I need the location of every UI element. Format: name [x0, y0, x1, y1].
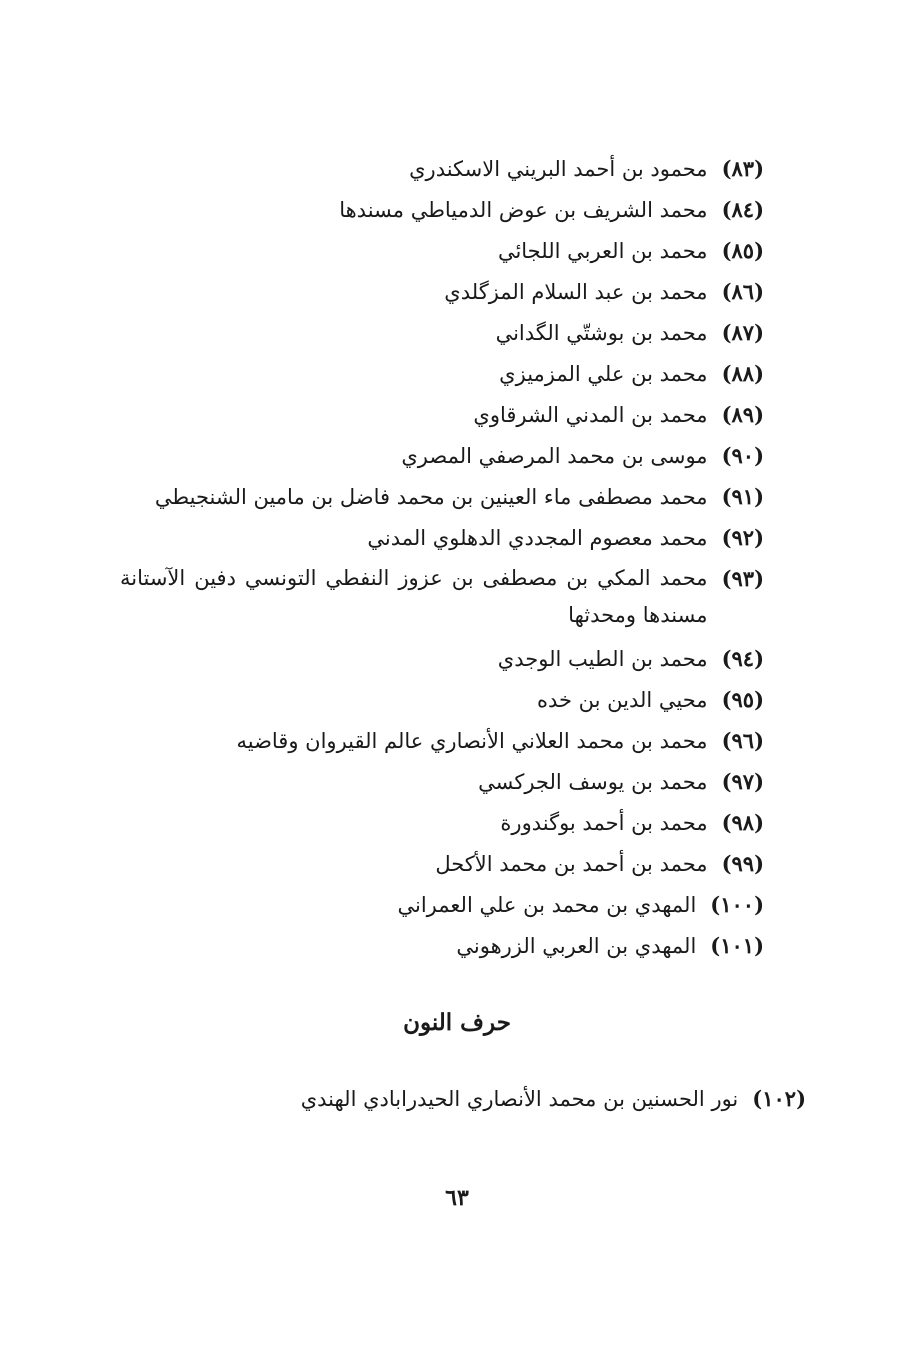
entry-name: محمود بن أحمد البريني الاسكندري: [409, 157, 708, 181]
entry-number: (٩٩): [721, 851, 764, 876]
entry-number: (٨٦): [721, 279, 764, 304]
entry-name: محمد معصوم المجددي الدهلوي المدني: [367, 526, 708, 550]
entry-number: (٩٥): [721, 687, 764, 712]
list-item: [120, 435, 764, 476]
entry-number: (٨٤): [721, 197, 764, 222]
entry-name: المهدي بن محمد بن علي العمراني: [397, 893, 697, 917]
entry-number: (٩٢): [721, 525, 764, 550]
list-item: [120, 271, 764, 312]
list-item: [120, 148, 764, 189]
list-item: [120, 720, 764, 761]
entry-number: (١٠١): [710, 933, 764, 958]
entry-name: محمد المكي بن مصطفى بن عزوز النفطي التونسي دفين الآستانة مسندها ومحدثها: [120, 566, 708, 627]
entry-number: (٩٨): [721, 810, 764, 835]
list-item: [120, 517, 764, 558]
entry-name: محمد بن العربي اللجائي: [497, 239, 708, 263]
list-item: [301, 1078, 806, 1120]
entry-number: (٩٦): [721, 728, 764, 753]
list-item: [120, 558, 764, 634]
entry-name: موسى بن محمد المرصفي المصري: [401, 444, 708, 468]
entry-list: [120, 148, 764, 966]
list-item: [120, 925, 764, 966]
list-item: [120, 761, 764, 802]
entry-name: محمد بن عبد السلام المزگلدي: [444, 280, 708, 304]
entry-name: محمد بن المدني الشرقاوي: [473, 403, 708, 427]
entry-number: (٩٣): [721, 566, 764, 591]
list-item: [120, 394, 764, 435]
entry-name: محمد بن بوشتّي الگداني: [495, 321, 708, 345]
entry-name: المهدي بن العربي الزرهوني: [456, 934, 697, 958]
entry-number: (٩٤): [721, 646, 764, 671]
entry-name: نور الحسنين بن محمد الأنصاري الحيدرابادي الهندي: [300, 1087, 739, 1111]
list-item: [120, 312, 764, 353]
list-item: [120, 476, 764, 517]
list-item: [120, 884, 764, 925]
entry-name: محيي الدين بن خده: [536, 688, 708, 712]
entry-number: (٨٥): [721, 238, 764, 263]
entry-name: محمد بن أحمد بن محمد الأكحل: [435, 852, 708, 876]
list-item: [120, 843, 764, 884]
entry-name: محمد بن محمد العلاني الأنصاري عالم القيروان وقاضيه: [236, 729, 708, 753]
entry-name: محمد بن الطيب الوجدي: [497, 647, 708, 671]
entry-number: (٩٠): [721, 443, 764, 468]
entry-number: (٨٨): [721, 361, 764, 386]
page-number: ٦٣: [445, 1185, 469, 1211]
list-item: [120, 189, 764, 230]
entry-name: محمد بن يوسف الجركسي: [478, 770, 708, 794]
list-item: [120, 353, 764, 394]
entry-number: (٩١): [721, 484, 764, 509]
entry-number: (١٠٢): [752, 1086, 806, 1111]
entry-name: محمد بن أحمد بوگندورة: [500, 811, 708, 835]
list-item: [120, 802, 764, 843]
list-item: [120, 679, 764, 720]
entry-number: (٩٧): [721, 769, 764, 794]
entry-name: محمد مصطفى ماء العينين بن محمد فاضل بن مامين الشنجيطي: [154, 485, 708, 509]
list-item: [120, 638, 764, 679]
entry-name: محمد بن علي المزميزي: [499, 362, 708, 386]
list-item: [120, 230, 764, 271]
entry-number: (٨٩): [721, 402, 764, 427]
entry-name: محمد الشريف بن عوض الدمياطي مسندها: [339, 198, 708, 222]
entry-number: (٨٧): [721, 320, 764, 345]
entry-number: (١٠٠): [710, 892, 764, 917]
entry-number: (٨٣): [721, 156, 764, 181]
section-heading: حرف النون: [403, 1009, 511, 1036]
